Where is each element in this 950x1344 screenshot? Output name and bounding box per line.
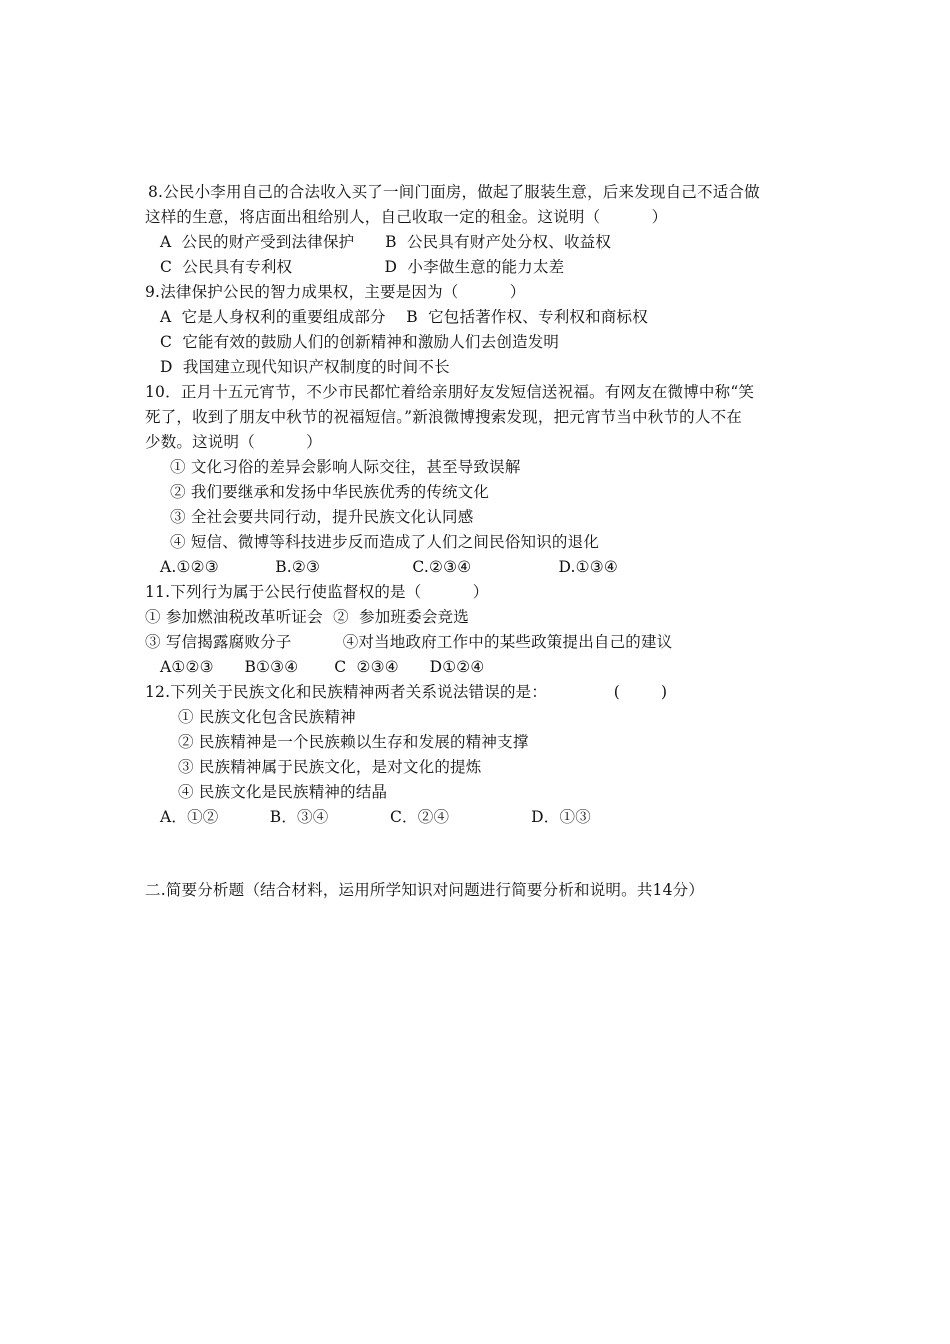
q11-items-34: ③ 写信揭露腐败分子 ④对当地政府工作中的某些政策提出自己的建议 bbox=[145, 633, 673, 651]
q8-options-ab: A 公民的财产受到法律保护 B 公民具有财产处分权、收益权 bbox=[160, 233, 612, 251]
q11-options: A①②③ B①③④ C ②③④ D①②④ bbox=[160, 658, 485, 676]
q10-item-4: ④ 短信、微博等科技进步反而造成了人们之间民俗知识的退化 bbox=[170, 533, 600, 551]
q9-option-d: D 我国建立现代知识产权制度的时间不长 bbox=[160, 358, 450, 376]
q12-item-1: ① 民族文化包含民族精神 bbox=[178, 708, 356, 726]
q10-item-1: ① 文化习俗的差异会影响人际交往，甚至导致误解 bbox=[170, 458, 521, 476]
q9-option-c: C 它能有效的鼓励人们的创新精神和激励人们去创造发明 bbox=[160, 333, 560, 351]
q10-stem-line-2: 死了，收到了朋友中秋节的祝福短信。”新浪微博搜索发现，把元宵节当中秋节的人不在 bbox=[145, 408, 742, 426]
q10-options: A.①②③ B.②③ C.②③④ D.①③④ bbox=[160, 558, 618, 576]
q12-stem: 12.下列关于民族文化和民族精神两者关系说法错误的是： ( ) bbox=[145, 683, 668, 701]
q10-item-3: ③ 全社会要共同行动，提升民族文化认同感 bbox=[170, 508, 474, 526]
q9-options-ab: A 它是人身权利的重要组成部分 B 它包括著作权、专利权和商标权 bbox=[160, 308, 648, 326]
q12-item-3: ③ 民族精神属于民族文化，是对文化的提炼 bbox=[178, 758, 482, 776]
q10-stem-line-1: 10．正月十五元宵节，不少市民都忙着给亲朋好友发短信送祝福。有网友在微博中称“笑 bbox=[145, 383, 755, 401]
q10-stem-line-3: 少数。这说明（ ） bbox=[145, 433, 322, 451]
q11-items-12: ① 参加燃油税改革听证会 ② 参加班委会竞选 bbox=[145, 608, 469, 626]
q8-stem-line-2: 这样的生意，将店面出租给别人，自己收取一定的租金。这说明（ ） bbox=[145, 208, 668, 226]
q12-item-2: ② 民族精神是一个民族赖以生存和发展的精神支撑 bbox=[178, 733, 529, 751]
q11-stem: 11.下列行为属于公民行使监督权的是（ ） bbox=[145, 583, 489, 601]
q12-item-4: ④ 民族文化是民族精神的结晶 bbox=[178, 783, 388, 801]
q8-stem-line-1: 8.公民小李用自己的合法收入买了一间门面房，做起了服装生意，后来发现自己不适合做 bbox=[148, 183, 760, 201]
q9-stem: 9.法律保护公民的智力成果权，主要是因为（ ） bbox=[145, 283, 526, 301]
q12-options: A．①② B．③④ C．②④ D．①③ bbox=[160, 808, 591, 826]
section-2-heading: 二.简要分析题（结合材料，运用所学知识对问题进行简要分析和说明。共14分） bbox=[145, 881, 705, 899]
q10-item-2: ② 我们要继承和发扬中华民族优秀的传统文化 bbox=[170, 483, 490, 501]
q8-options-cd: C 公民具有专利权 D 小李做生意的能力太差 bbox=[160, 258, 565, 276]
